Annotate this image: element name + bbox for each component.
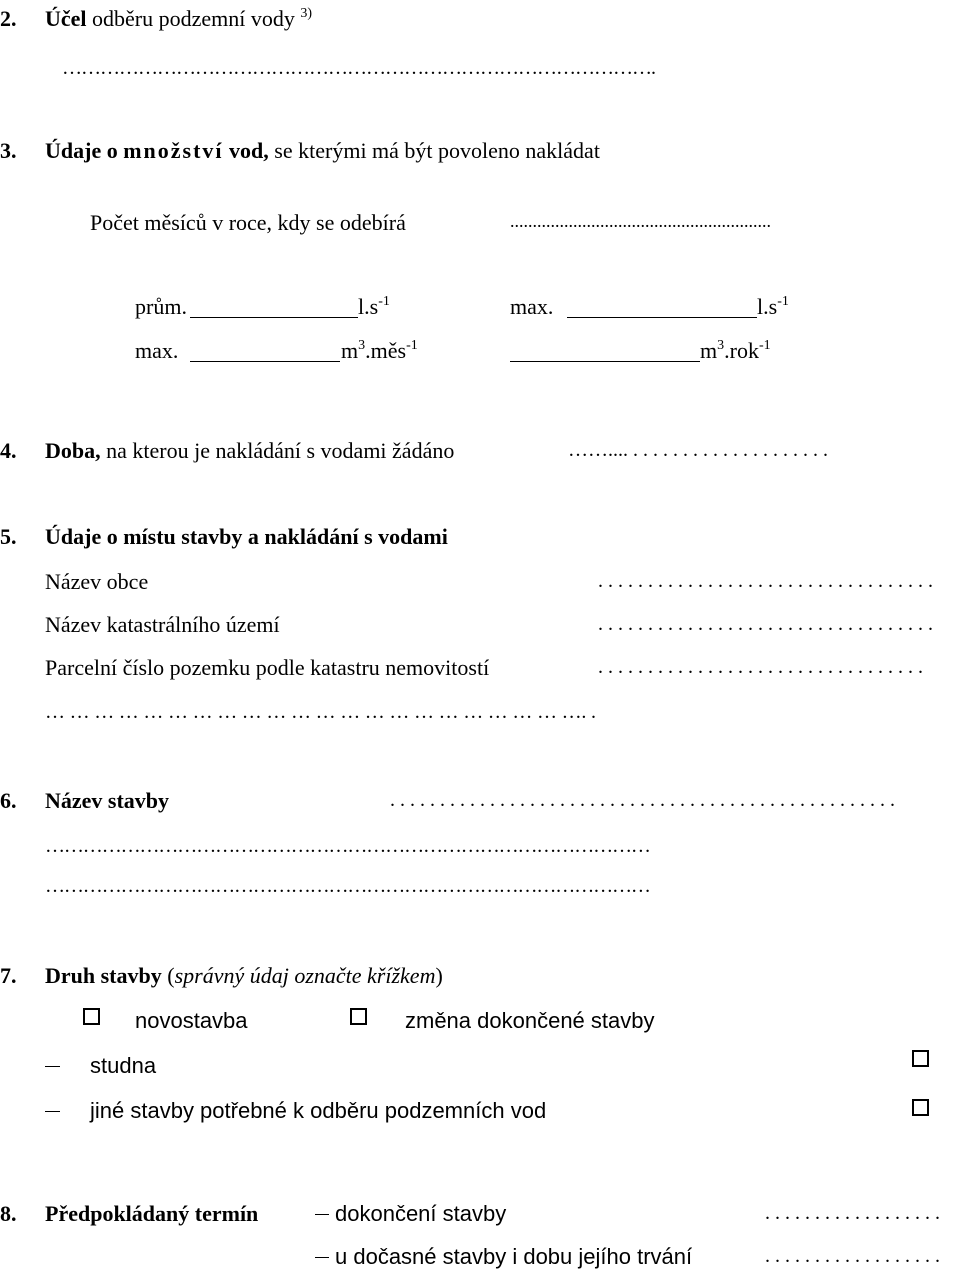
parcel-number-label: Parcelní číslo pozemku podle katastru nemovitostí bbox=[45, 655, 490, 680]
monthly-unit-exp3: 3 bbox=[358, 338, 366, 353]
cadastral-area-label: Název katastrálního území bbox=[45, 612, 280, 637]
months-dots: .......................................................... bbox=[510, 211, 771, 231]
max-label-1: max. bbox=[510, 294, 554, 319]
building-name-line-2: …………………………………………………………………………………… bbox=[45, 875, 650, 897]
checkbox-well[interactable] bbox=[912, 1050, 929, 1067]
section-6-title: Název stavby bbox=[45, 788, 170, 813]
section-7-paren-open: ( bbox=[161, 963, 175, 988]
dash-bullet bbox=[45, 1066, 60, 1067]
avg-unit-exp: -1 bbox=[378, 294, 390, 309]
checkbox-new-building[interactable] bbox=[83, 1008, 100, 1025]
option-well-label: studna bbox=[90, 1053, 157, 1078]
max-label-2: max. bbox=[135, 338, 179, 363]
completion-label: dokončení stavby bbox=[335, 1201, 507, 1226]
section-5-extra-line: … … … … … … … … … … … … … … … … … … … … … …. . bbox=[45, 701, 596, 723]
section-4-title-rest: na kterou je nakládání s vodami žádáno bbox=[100, 438, 455, 463]
dash-bullet bbox=[315, 1214, 329, 1215]
section-7-hint: správný údaj označte křížkem bbox=[174, 963, 436, 988]
checkbox-other[interactable] bbox=[912, 1099, 929, 1116]
monthly-unit bbox=[341, 340, 418, 362]
section-3-title-c: vod, bbox=[229, 138, 269, 163]
section-8-title: Předpokládaný termín bbox=[45, 1201, 259, 1226]
option-change-building-label: změna dokončené stavby bbox=[405, 1008, 655, 1033]
option-other-label: jiné stavby potřebné k odběru podzemních vod bbox=[90, 1098, 547, 1123]
avg-flow-line bbox=[190, 317, 358, 318]
municipality-dots: . . . . . . . . . . . . . . . . . . . . . . . . . . . . . . . . . . bbox=[598, 570, 933, 592]
municipality-label: Název obce bbox=[45, 569, 149, 594]
section-3-title bbox=[45, 140, 600, 162]
section-4-dots: …….... . . . . . . . . . . . . . . . . . . . . bbox=[568, 439, 828, 461]
section-3-title-a: Údaje o bbox=[45, 138, 118, 163]
max-unit-exp: -1 bbox=[777, 294, 789, 309]
section-3-title-b: množství bbox=[123, 138, 224, 163]
section-2-answer-line: …………………………………………………………………………………. bbox=[62, 57, 655, 79]
monthly-unit-exp: -1 bbox=[406, 338, 418, 353]
completion-dots: . . . . . . . . . . . . . . . . . . bbox=[765, 1202, 940, 1224]
section-4-title bbox=[45, 440, 454, 462]
dash-bullet bbox=[315, 1257, 329, 1258]
section-3-title-d: se kterými má být povoleno nakládat bbox=[268, 138, 600, 163]
max-unit-text: l.s bbox=[757, 294, 778, 319]
max-flow-line bbox=[567, 317, 757, 318]
temporary-duration-dots: . . . . . . . . . . . . . . . . . . bbox=[765, 1245, 940, 1267]
section-5-number: 5. bbox=[0, 524, 17, 549]
section-4-number: 4. bbox=[0, 438, 17, 463]
yearly-unit bbox=[700, 340, 771, 362]
section-8-number: 8. bbox=[0, 1201, 17, 1226]
section-5-title: Údaje o místu stavby a nakládání s vodami bbox=[45, 524, 448, 549]
dash-bullet bbox=[45, 1111, 60, 1112]
yearly-volume-line bbox=[510, 361, 700, 362]
parcel-number-dots: . . . . . . . . . . . . . . . . . . . . . . . . . . . . . . . . . bbox=[598, 656, 923, 678]
section-2-number: 2. bbox=[0, 6, 17, 31]
monthly-unit-mes: .měs bbox=[365, 338, 407, 363]
yearly-unit-rok: .rok bbox=[724, 338, 759, 363]
option-new-building-label: novostavba bbox=[135, 1008, 248, 1033]
section-2-title-rest: odběru podzemní vody bbox=[86, 6, 295, 31]
avg-unit-text: l.s bbox=[358, 294, 379, 319]
avg-unit bbox=[358, 296, 390, 318]
section-2-title-bold: Účel bbox=[45, 6, 87, 31]
max-unit bbox=[757, 296, 789, 318]
cadastral-area-dots: . . . . . . . . . . . . . . . . . . . . . . . . . . . . . . . . . . bbox=[598, 613, 933, 635]
months-label: Počet měsíců v roce, kdy se odebírá bbox=[90, 210, 406, 235]
temporary-duration-label: u dočasné stavby i dobu jejího trvání bbox=[335, 1244, 693, 1269]
section-7-paren-close: ) bbox=[435, 963, 443, 988]
section-2-title bbox=[45, 8, 312, 30]
footnote-ref: 3) bbox=[300, 6, 313, 21]
section-3-number: 3. bbox=[0, 138, 17, 163]
section-6-number: 6. bbox=[0, 788, 17, 813]
monthly-volume-line bbox=[190, 361, 340, 362]
avg-label: prům. bbox=[135, 294, 187, 319]
yearly-unit-exp3: 3 bbox=[717, 338, 725, 353]
yearly-unit-m: m bbox=[700, 338, 718, 363]
section-7-title-bold: Druh stavby bbox=[45, 963, 162, 988]
building-name-line-1: …………………………………………………………………………………… bbox=[45, 835, 650, 857]
building-name-dots: . . . . . . . . . . . . . . . . . . . . . . . . . . . . . . . . . . . . . . . . . . . . . . . . . . . bbox=[390, 789, 895, 811]
section-4-title-bold: Doba, bbox=[45, 438, 101, 463]
checkbox-change-building[interactable] bbox=[350, 1008, 367, 1025]
section-7-title bbox=[45, 965, 443, 987]
yearly-unit-exp: -1 bbox=[758, 338, 771, 353]
section-7-number: 7. bbox=[0, 963, 17, 988]
monthly-unit-m: m bbox=[341, 338, 359, 363]
